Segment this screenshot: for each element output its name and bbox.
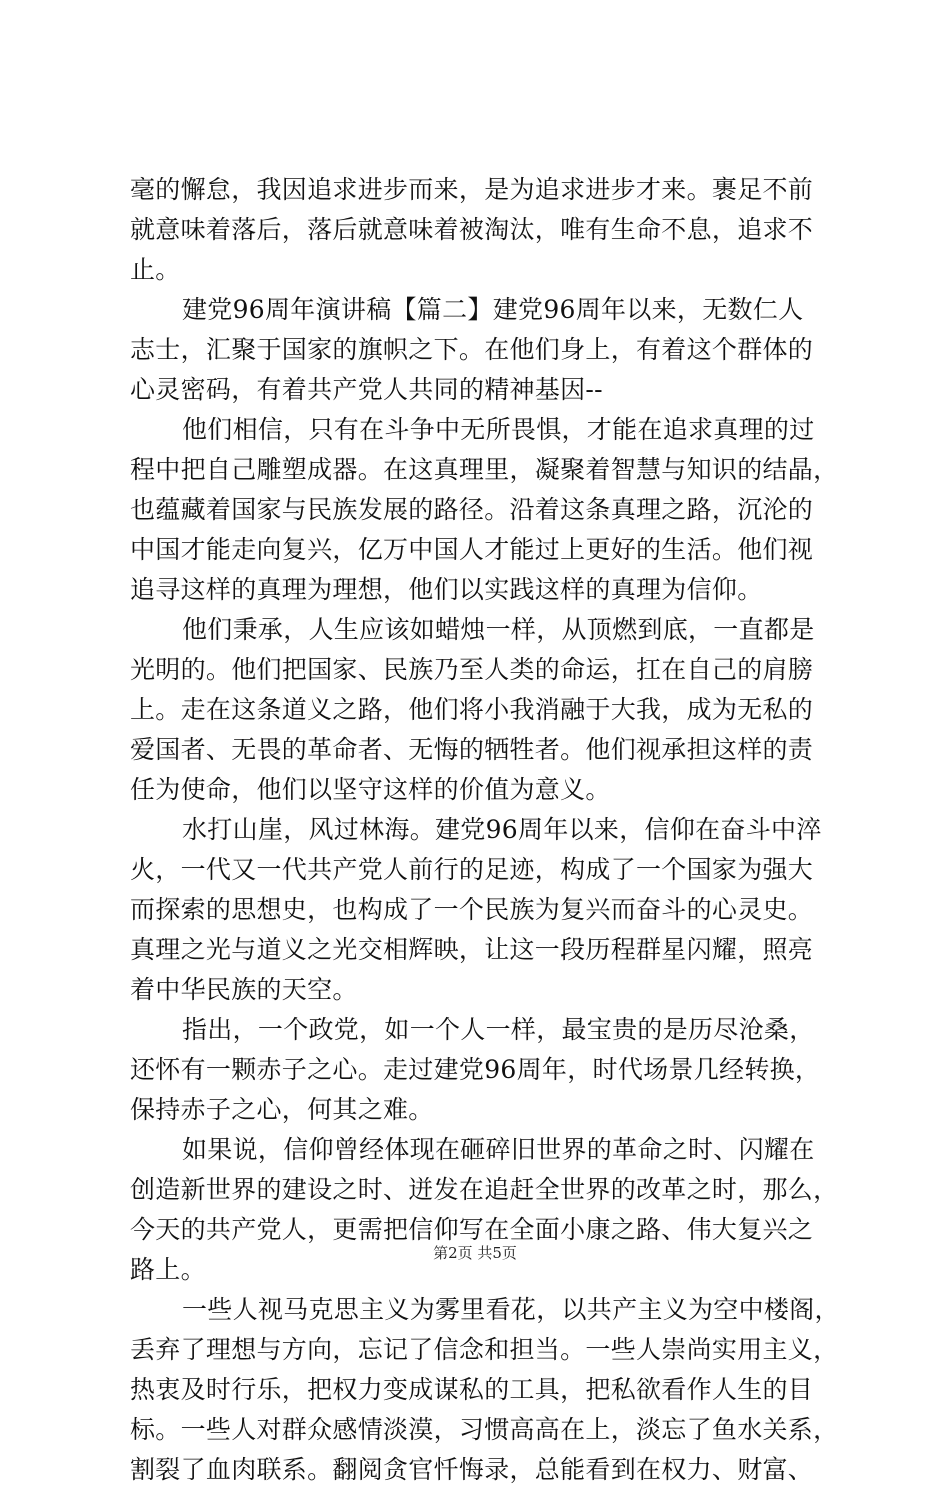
text-line: 热衷及时行乐，把权力变成谋私的工具，把私欲看作人生的目 — [130, 1375, 814, 1404]
text-line: 也蕴藏着国家与民族发展的路径。沿着这条真理之路，沉沦的 — [130, 495, 814, 524]
text-line: 而探索的思想史，也构成了一个民族为复兴而奋斗的心灵史。 — [130, 895, 814, 924]
text-line: 割裂了血肉联系。翻阅贪官忏悔录，总能看到在权力、财富、 — [130, 1455, 814, 1484]
text-line: 创造新世界的建设之时、迸发在追赶全世界的改革之时，那么， — [130, 1175, 839, 1204]
paragraph-start-line: 如果说，信仰曾经体现在砸碎旧世界的革命之时、闪耀在 — [182, 1135, 815, 1164]
paragraph-start-line: 指出，一个政党，如一个人一样，最宝贵的是历尽沧桑， — [182, 1015, 815, 1044]
text-line: 丢弃了理想与方向，忘记了信念和担当。一些人崇尚实用主义， — [130, 1335, 839, 1364]
text-line: 真理之光与道义之光交相辉映，让这一段历程群星闪耀，照亮 — [130, 935, 814, 964]
text-line: 程中把自己雕塑成器。在这真理里，凝聚着智慧与知识的结晶， — [130, 455, 839, 484]
paragraph-start-line: 建党96周年演讲稿【篇二】建党96周年以来，无数仁人 — [182, 295, 804, 324]
body-text — [130, 170, 840, 1490]
page-number-footer: 第2页 共5页 — [433, 1244, 517, 1262]
text-line: 爱国者、无畏的革命者、无悔的牺牲者。他们视承担这样的责 — [130, 735, 814, 764]
text-line: 今天的共产党人，更需把信仰写在全面小康之路、伟大复兴之 — [130, 1215, 814, 1244]
text-line: 着中华民族的天空。 — [130, 975, 358, 1004]
text-line: 止。 — [130, 255, 181, 284]
text-line: 标。一些人对群众感情淡漠，习惯高高在上，淡忘了鱼水关系， — [130, 1415, 839, 1444]
text-line: 上。走在这条道义之路，他们将小我消融于大我，成为无私的 — [130, 695, 814, 724]
paragraph-start-line: 一些人视马克思主义为雾里看花，以共产主义为空中楼阁， — [182, 1295, 840, 1324]
text-line: 任为使命，他们以坚守这样的价值为意义。 — [130, 775, 611, 804]
text-line: 毫的懈怠，我因追求进步而来，是为追求进步才来。裹足不前 — [130, 175, 814, 204]
text-line: 就意味着落后，落后就意味着被淘汰，唯有生命不息，追求不 — [130, 215, 814, 244]
text-line: 火，一代又一代共产党人前行的足迹，构成了一个国家为强大 — [130, 855, 814, 884]
text-line: 路上。 — [130, 1255, 206, 1284]
text-line: 追寻这样的真理为理想，他们以实践这样的真理为信仰。 — [130, 575, 763, 604]
paragraph-start-line: 他们相信，只有在斗争中无所畏惧，才能在追求真理的过 — [182, 415, 815, 444]
text-line: 心灵密码，有着共产党人共同的精神基因-- — [130, 375, 603, 404]
text-line: 光明的。他们把国家、民族乃至人类的命运，扛在自己的肩膀 — [130, 655, 814, 684]
text-line: 还怀有一颗赤子之心。走过建党96周年，时代场景几经转换， — [130, 1055, 821, 1084]
paragraph-start-line: 他们秉承，人生应该如蜡烛一样，从顶燃到底，一直都是 — [182, 615, 815, 644]
paragraph-start-line: 水打山崖，风过林海。建党96周年以来，信仰在奋斗中淬 — [182, 815, 822, 844]
text-line: 保持赤子之心，何其之难。 — [130, 1095, 434, 1124]
text-line: 中国才能走向复兴，亿万中国人才能过上更好的生活。他们视 — [130, 535, 814, 564]
text-line: 志士，汇聚于国家的旗帜之下。在他们身上，有着这个群体的 — [130, 335, 814, 364]
